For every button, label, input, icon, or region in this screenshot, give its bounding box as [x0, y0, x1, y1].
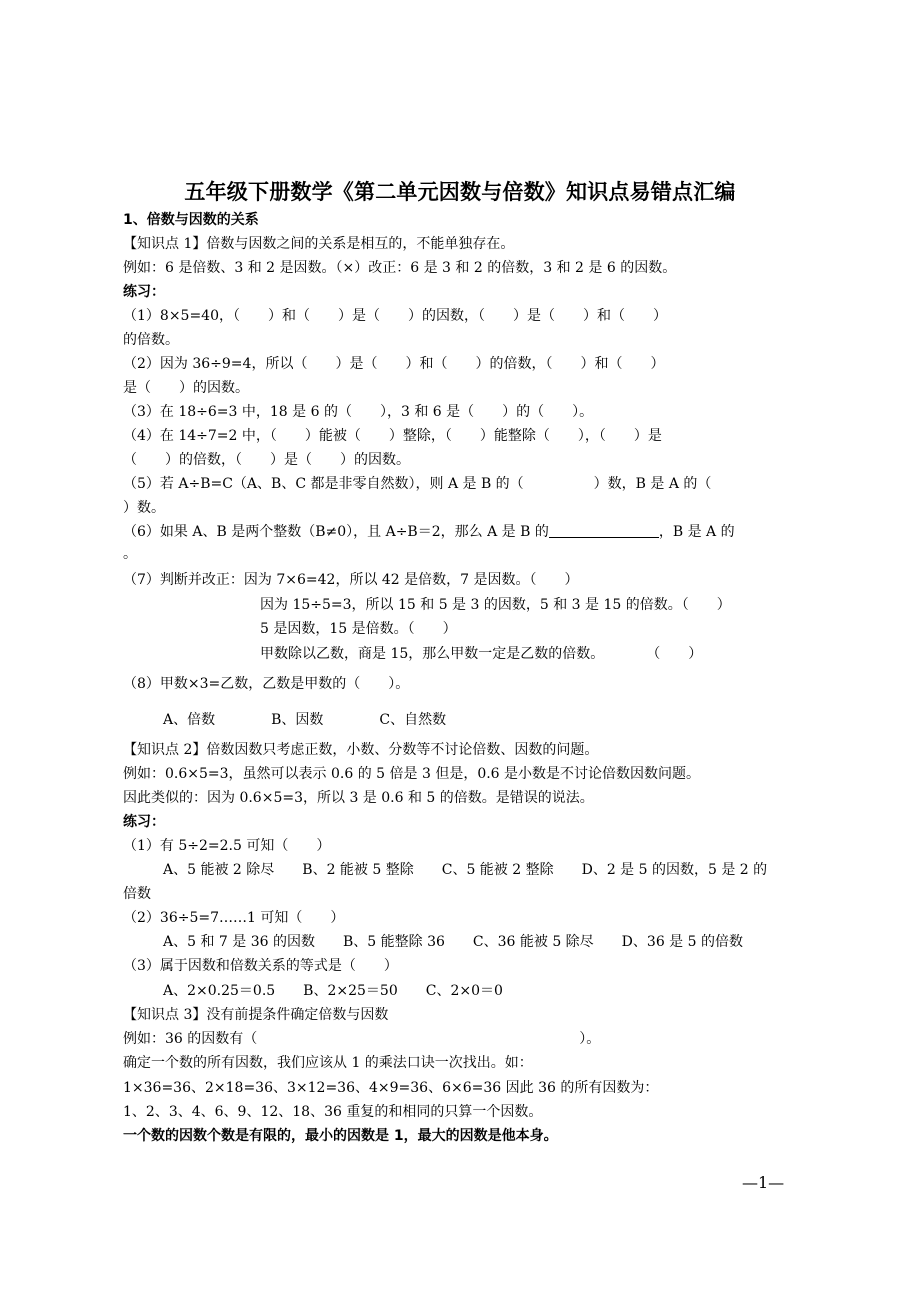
explanation-line: 1、2、3、4、6、9、12、18、36 重复的和相同的只算一个因数。	[123, 1104, 543, 1120]
example-line: 例如：36 的因数有（ ）。	[123, 1031, 601, 1047]
explanation-line: 确定一个数的所有因数，我们应该从 1 的乘法口诀一次找出。如：	[123, 1055, 533, 1071]
exercise-line	[123, 523, 813, 541]
exercise-line: 是（ ）的因数。	[123, 380, 249, 396]
example-line: 例如：0.6×5=3，虽然可以表示 0.6 的 5 倍是 3 但是，0.6 是小数是不讨论倍数因数问题。	[123, 766, 701, 782]
choice-options: A、2×0.25＝0.5 B、2×25＝50 C、2×0＝0	[163, 983, 503, 999]
practice-label: 练习：	[123, 814, 165, 830]
exercise-line: （5）若 A÷B=C（A、B、C 都是非零自然数），则 A 是 B 的（ ）数，B 是 A 的（	[123, 476, 712, 492]
exercise-text: ，B 是 A 的	[658, 524, 735, 540]
section-heading: 1、倍数与因数的关系	[123, 212, 259, 228]
conclusion-line: 一个数的因数个数是有限的，最小的因数是 1，最大的因数是他本身。	[123, 1128, 558, 1144]
exercise-line: （2）36÷5=7……1 可知（ ）	[123, 910, 345, 926]
exercise-line: （1）8×5=40，（ ）和（ ）是（ ）的因数，（ ）是（ ）和（ ）	[123, 308, 667, 324]
example-line: 例如：6 是倍数、3 和 2 是因数。（×）改正：6 是 3 和 2 的倍数，3 和 2 是 6 的因数。	[123, 260, 677, 276]
exercise-line: ）数。	[123, 500, 165, 516]
choice-options: A、5 能被 2 除尽 B、2 能被 5 整除 C、5 能被 2 整除 D、2 是 5 的因数，5 是 2 的	[163, 862, 768, 878]
answer-blank	[549, 523, 659, 538]
knowledge-point-1: 【知识点 1】倍数与因数之间的关系是相互的，不能单独存在。	[123, 236, 515, 252]
choice-options: A、5 和 7 是 36 的因数 B、5 能整除 36 C、36 能被 5 除尽 D、36 是 5 的倍数	[163, 934, 743, 950]
exercise-line: 甲数除以乙数，商是 15，那么甲数一定是乙数的倍数。 （ ）	[260, 646, 703, 662]
page-number: —1—	[742, 1173, 785, 1192]
exercise-line: （7）判断并改正：因为 7×6=42，所以 42 是倍数，7 是因数。（ ）	[123, 572, 579, 588]
exercise-line: （3）属于因数和倍数关系的等式是（ ）	[123, 958, 398, 974]
exercise-line: （4）在 14÷7=2 中，（ ）能被（ ）整除，（ ）能整除（ ），（ ）是	[123, 428, 662, 444]
exercise-line: 5 是因数，15 是倍数。（ ）	[260, 621, 457, 637]
exercise-text: （6）如果 A、B 是两个整数（B≠0），且 A÷B＝2，那么 A 是 B 的	[123, 524, 549, 540]
choice-options: 倍数	[123, 886, 151, 902]
knowledge-point-2: 【知识点 2】倍数因数只考虑正数，小数、分数等不讨论倍数、因数的问题。	[123, 742, 599, 758]
exercise-line: （8）甲数×3=乙数，乙数是甲数的（ ）。	[123, 676, 410, 692]
example-line: 因此类似的：因为 0.6×5=3，所以 3 是 0.6 和 5 的倍数。是错误的说法。	[123, 790, 594, 806]
exercise-line: （ ）的倍数，（ ）是（ ）的因数。	[123, 452, 410, 468]
exercise-line: 。	[123, 546, 137, 562]
exercise-line: （3）在 18÷6=3 中，18 是 6 的（ ），3 和 6 是（ ）的（ ）。	[123, 404, 594, 420]
document-title: 五年级下册数学《第二单元因数与倍数》知识点易错点汇编	[184, 180, 736, 204]
explanation-line: 1×36=36、2×18=36、3×12=36、4×9=36、6×6=36 因此 36 的所有因数为：	[123, 1080, 659, 1096]
knowledge-point-3: 【知识点 3】没有前提条件确定倍数与因数	[123, 1007, 389, 1023]
exercise-line: 因为 15÷5=3，所以 15 和 5 是 3 的因数，5 和 3 是 15 的倍数。（ ）	[260, 597, 731, 613]
exercise-line: 的倍数。	[123, 332, 179, 348]
choice-options: A、倍数 B、因数 C、自然数	[163, 712, 447, 728]
exercise-line: （1）有 5÷2=2.5 可知（ ）	[123, 838, 331, 854]
exercise-line: （2）因为 36÷9=4，所以（ ）是（ ）和（ ）的倍数，（ ）和（ ）	[123, 356, 665, 372]
practice-label: 练习：	[123, 284, 165, 300]
